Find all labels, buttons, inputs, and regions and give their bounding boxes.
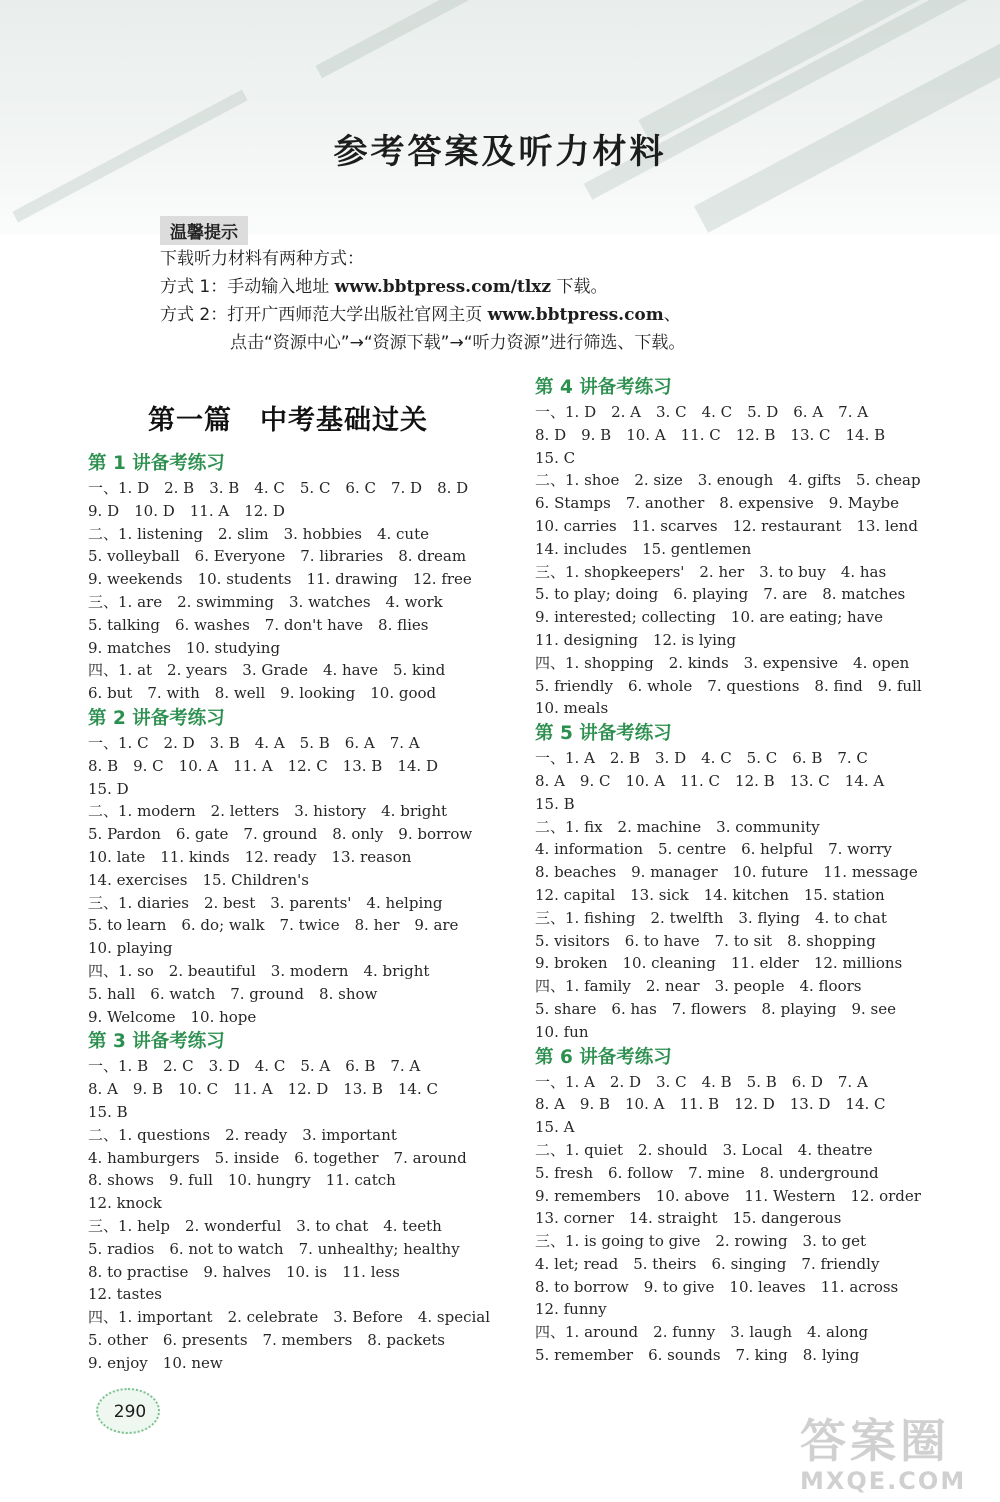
answer-line: 14. includes 15. gentlemen xyxy=(535,539,752,558)
answer-line: 5. Pardon 6. gate 7. ground 8. only 9. borrow xyxy=(88,825,473,844)
answer-line: 6. Stamps 7. another 8. expensive 9. Maybe xyxy=(535,494,900,513)
answer-line: 14. exercises 15. Children's xyxy=(88,870,309,889)
notice-line xyxy=(160,273,880,301)
answer-line: 15. B xyxy=(535,794,575,813)
part-title: 第一篇 中考基础过关 xyxy=(148,405,428,436)
answer-line: 一、1. B 2. C 3. D 4. C 5. A 6. B 7. A xyxy=(88,1057,421,1076)
notice-label: 温馨提示 xyxy=(160,216,248,245)
answer-line: 5. hall 6. watch 7. ground 8. show xyxy=(88,984,378,1003)
section-title: 第 3 讲备考练习 xyxy=(88,1031,225,1053)
answer-line: 10. playing xyxy=(88,939,173,958)
answer-line: 4. let; read 5. theirs 6. singing 7. friendly xyxy=(535,1254,880,1273)
answer-line: 15. D xyxy=(88,779,129,798)
answer-line: 二、1. quiet 2. should 3. Local 4. theatre xyxy=(535,1140,873,1159)
answer-line: 5. remember 6. sounds 7. king 8. lying xyxy=(535,1346,860,1365)
right-answer-column xyxy=(535,374,955,1367)
answer-line: 10. meals xyxy=(535,699,609,718)
page-title: 参考答案及听力材料 xyxy=(333,132,667,172)
notice-line xyxy=(160,301,880,329)
page-number-badge xyxy=(96,1388,160,1434)
answer-line: 5. to play; doing 6. playing 7. are 8. matches xyxy=(535,585,906,604)
section-title: 第 2 讲备考练习 xyxy=(88,707,225,729)
answer-line: 三、1. fishing 2. twelfth 3. flying 4. to chat xyxy=(535,908,887,927)
answer-line: 三、1. help 2. wonderful 3. to chat 4. teeth xyxy=(88,1216,442,1235)
header-background xyxy=(0,0,1000,235)
answer-line: 12. capital 13. sick 14. kitchen 15. station xyxy=(535,885,885,904)
answer-line: 6. but 7. with 8. well 9. looking 10. good xyxy=(88,684,437,703)
answer-line: 12. knock xyxy=(88,1194,162,1213)
answer-line: 9. enjoy 10. new xyxy=(88,1353,223,1372)
download-link[interactable]: www.bbtpress.com/tlxz xyxy=(334,277,552,297)
answer-line: 4. information 5. centre 6. helpful 7. worry xyxy=(535,840,892,859)
answer-line: 5. volleyball 6. Everyone 7. libraries 8. dream xyxy=(88,547,467,566)
answer-line: 4. hamburgers 5. inside 6. together 7. around xyxy=(88,1148,467,1167)
answer-line: 二、1. shoe 2. size 3. enough 4. gifts 5. cheap xyxy=(535,471,921,490)
answer-line: 二、1. modern 2. letters 3. history 4. bright xyxy=(88,802,448,821)
answer-line: 8. to practise 9. halves 10. is 11. less xyxy=(88,1262,400,1281)
answer-line: 一、1. C 2. D 3. B 4. A 5. B 6. A 7. A xyxy=(88,733,420,752)
answer-line: 二、1. fix 2. machine 3. community xyxy=(535,817,820,836)
answer-line: 8. beaches 9. manager 10. future 11. message xyxy=(535,863,918,882)
answer-line: 10. late 11. kinds 12. ready 13. reason xyxy=(88,847,412,866)
answer-line: 8. D 9. B 10. A 11. C 12. B 13. C 14. B xyxy=(535,425,886,444)
answer-line: 5. talking 6. washes 7. don't have 8. flies xyxy=(88,615,429,634)
watermark-url: MXQE.COM xyxy=(800,1467,967,1495)
notice-box xyxy=(160,216,880,357)
section-title: 第 6 讲备考练习 xyxy=(535,1046,672,1068)
answer-line: 8. A 9. C 10. A 11. C 12. B 13. C 14. A xyxy=(535,771,885,790)
answer-line: 12. tastes xyxy=(88,1285,162,1304)
notice-line: 下载听力材料有两种方式： xyxy=(160,249,364,269)
watermark-text: 答案圈 xyxy=(800,1414,950,1468)
answer-line: 三、1. diaries 2. best 3. parents' 4. helping xyxy=(88,893,443,912)
answer-line: 二、1. questions 2. ready 3. important xyxy=(88,1125,397,1144)
section-title: 第 1 讲备考练习 xyxy=(88,453,225,474)
answer-line: 5. to learn 6. do; walk 7. twice 8. her 9. are xyxy=(88,916,459,935)
answer-line: 8. shows 9. full 10. hungry 11. catch xyxy=(88,1171,396,1190)
answer-line: 四、1. important 2. celebrate 3. Before 4. special xyxy=(88,1308,491,1327)
answer-line: 11. designing 12. is lying xyxy=(535,630,737,649)
section-title: 第 4 讲备考练习 xyxy=(535,377,672,398)
answer-line: 5. share 6. has 7. flowers 8. playing 9. see xyxy=(535,999,896,1018)
page-number: 290 xyxy=(113,1402,147,1422)
answer-line: 10. fun xyxy=(535,1022,589,1041)
answer-line: 5. friendly 6. whole 7. questions 8. find 9. full xyxy=(535,676,922,695)
answer-line: 三、1. is going to give 2. rowing 3. to get xyxy=(535,1232,866,1251)
answer-line: 四、1. so 2. beautiful 3. modern 4. bright xyxy=(88,961,430,980)
answer-line: 四、1. around 2. funny 3. laugh 4. along xyxy=(535,1323,869,1342)
answer-line: 8. A 9. B 10. A 11. B 12. D 13. D 14. C xyxy=(535,1095,886,1114)
answer-line: 8. B 9. C 10. A 11. A 12. C 13. B 14. D xyxy=(88,756,438,775)
answer-line: 15. C xyxy=(535,448,576,467)
answer-line: 9. remembers 10. above 11. Western 12. order xyxy=(535,1186,921,1205)
answer-line: 15. A xyxy=(535,1118,575,1137)
answer-line: 四、1. family 2. near 3. people 4. floors xyxy=(535,977,862,996)
answer-line: 一、1. A 2. B 3. D 4. C 5. C 6. B 7. C xyxy=(535,749,868,768)
answer-line: 5. fresh 6. follow 7. mine 8. underground xyxy=(535,1163,879,1182)
answer-line: 9. D 10. D 11. A 12. D xyxy=(88,501,285,520)
watermark-logo xyxy=(800,1405,990,1495)
notice-text: 下载。 xyxy=(551,277,608,297)
section-title: 第 5 讲备考练习 xyxy=(535,723,672,745)
answer-line: 9. weekends 10. students 11. drawing 12. free xyxy=(88,570,472,589)
answer-line: 二、1. listening 2. slim 3. hobbies 4. cute xyxy=(88,524,429,543)
answer-line: 8. A 9. B 10. C 11. A 12. D 13. B 14. C xyxy=(88,1080,438,1099)
left-answer-column xyxy=(88,450,508,1374)
answer-line: 四、1. at 2. years 3. Grade 4. have 5. kind xyxy=(88,661,446,680)
notice-line: 点击“资源中心”→“资源下载”→“听力资源”进行筛选、下载。 xyxy=(230,333,686,353)
answer-line: 5. visitors 6. to have 7. to sit 8. shopping xyxy=(535,931,876,950)
answer-line: 13. corner 14. straight 15. dangerous xyxy=(535,1209,842,1228)
answer-line: 5. other 6. presents 7. members 8. packets xyxy=(88,1330,446,1349)
answer-line: 10. carries 11. scarves 12. restaurant 13. lend xyxy=(535,516,918,535)
answer-line: 四、1. shopping 2. kinds 3. expensive 4. open xyxy=(535,653,910,672)
answer-line: 15. B xyxy=(88,1102,128,1121)
answer-line: 一、1. D 2. B 3. B 4. C 5. C 6. C 7. D 8. D xyxy=(88,479,469,497)
notice-text: 方式 1：手动输入地址 xyxy=(160,277,335,297)
answer-line: 12. funny xyxy=(535,1300,607,1319)
answer-line: 三、1. are 2. swimming 3. watches 4. work xyxy=(88,592,443,611)
answer-line: 一、1. D 2. A 3. C 4. C 5. D 6. A 7. A xyxy=(535,403,869,421)
notice-text: 方式 2：打开广西师范大学出版社官网主页 xyxy=(160,305,488,325)
homepage-link[interactable]: www.bbtpress.com xyxy=(487,305,664,325)
answer-line: 9. broken 10. cleaning 11. elder 12. millions xyxy=(535,954,903,973)
answer-line: 9. Welcome 10. hope xyxy=(88,1007,257,1026)
answer-line: 5. radios 6. not to watch 7. unhealthy; healthy xyxy=(88,1239,460,1258)
answer-line: 9. interested; collecting 10. are eating; have xyxy=(535,608,883,627)
answer-line: 8. to borrow 9. to give 10. leaves 11. across xyxy=(535,1277,899,1296)
answer-line: 9. matches 10. studying xyxy=(88,638,281,657)
answer-line: 一、1. A 2. D 3. C 4. B 5. B 6. D 7. A xyxy=(535,1072,868,1091)
notice-text: 、 xyxy=(663,305,681,325)
answer-line: 三、1. shopkeepers' 2. her 3. to buy 4. has xyxy=(535,562,887,581)
